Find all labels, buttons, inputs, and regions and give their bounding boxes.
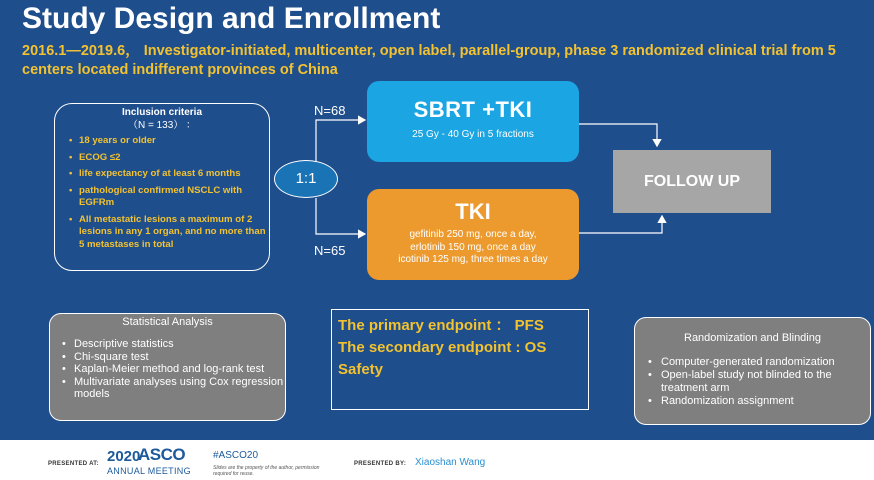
sbrt-tki-arm-box xyxy=(367,81,579,162)
meeting-year: 2020 xyxy=(107,448,141,465)
follow-up-box: FOLLOW UP xyxy=(613,150,771,213)
presenter-name: Xiaoshan Wang xyxy=(415,457,486,468)
primary-endpoint: The primary endpoint ： PFS xyxy=(338,317,544,334)
inclusion-heading: Inclusion criteria xyxy=(121,107,203,118)
randomization-item: • Randomization assignment xyxy=(661,395,870,408)
statistical-item: • Kaplan-Meier method and log-rank test xyxy=(74,363,285,376)
inclusion-item: • pathological confirmed NSCLC with EGFRm xyxy=(69,185,269,210)
arrow-to-tki xyxy=(316,198,365,234)
tki-arm-box xyxy=(367,189,579,280)
statistical-item: • Chi-square test xyxy=(74,351,285,364)
randomization-ratio: 1:1 xyxy=(274,160,338,198)
sbrt-arm-count: N=68 xyxy=(314,103,346,118)
slide-subtitle: 2016.1—2019.6， Investigator-initiated, multicenter, open label, parallel-group, phase 3 randomized clinical trial from 5 centers located indifferent provinces of China xyxy=(22,43,836,78)
arrow-tki-to-follow xyxy=(579,216,662,233)
statistical-heading: Statistical Analysis xyxy=(122,316,213,328)
statistical-item: • Descriptive statistics xyxy=(74,338,285,351)
inclusion-list xyxy=(55,135,269,251)
statistical-item: • Multivariate analyses using Cox regression models xyxy=(74,376,285,401)
tki-drug-line: erlotinib 150 mg, once a day xyxy=(410,241,536,253)
statistical-analysis-box xyxy=(49,313,286,421)
tki-arm-count: N=65 xyxy=(314,243,346,258)
arrow-to-sbrt xyxy=(316,120,365,162)
sbrt-arm-title: SBRT +TKI xyxy=(413,97,533,122)
asco-logo: ASCO xyxy=(138,445,186,464)
inclusion-item: • life expectancy of at least 6 months xyxy=(69,168,269,181)
hashtag: #ASCO20 xyxy=(213,450,259,461)
randomization-item: • Open-label study not blinded to the treatment arm xyxy=(661,369,870,395)
arrow-sbrt-to-follow xyxy=(579,124,657,146)
randomization-heading: Randomization and Blinding xyxy=(684,332,821,344)
tki-arm-title: TKI xyxy=(455,199,491,224)
sbrt-arm-detail: 25 Gy - 40 Gy in 5 fractions xyxy=(412,129,534,140)
inclusion-item: • 18 years or older xyxy=(69,135,269,148)
annual-meeting-label: ANNUAL MEETING xyxy=(107,466,191,476)
statistical-list xyxy=(50,338,285,401)
presented-at-label: PRESENTED AT: xyxy=(48,461,99,467)
inclusion-item: • All metastatic lesions a maximum of 2 lesions in any 1 organ, and no more than 5 metastases in total xyxy=(69,214,269,252)
tki-drug-line: gefitinib 250 mg, once a day, xyxy=(409,229,537,240)
inclusion-item: • ECOG ≤2 xyxy=(69,152,269,165)
slide-title: Study Design and Enrollment xyxy=(22,2,441,35)
inclusion-count: （N = 133） ： xyxy=(127,120,197,131)
presented-by-label: PRESENTED BY: xyxy=(354,461,407,467)
inclusion-criteria-box xyxy=(54,103,270,271)
randomization-item: • Computer-generated randomization xyxy=(661,356,870,369)
slides-property-note: Slides are the property of the author, permission required for reuse. xyxy=(213,465,320,477)
safety-endpoint: Safety xyxy=(338,361,384,378)
randomization-blinding-box xyxy=(634,317,871,425)
secondary-endpoint: The secondary endpoint : OS xyxy=(338,339,547,356)
randomization-list xyxy=(635,356,870,408)
endpoints-box xyxy=(331,309,589,410)
tki-drug-line: icotinib 125 mg, three times a day xyxy=(398,254,548,265)
